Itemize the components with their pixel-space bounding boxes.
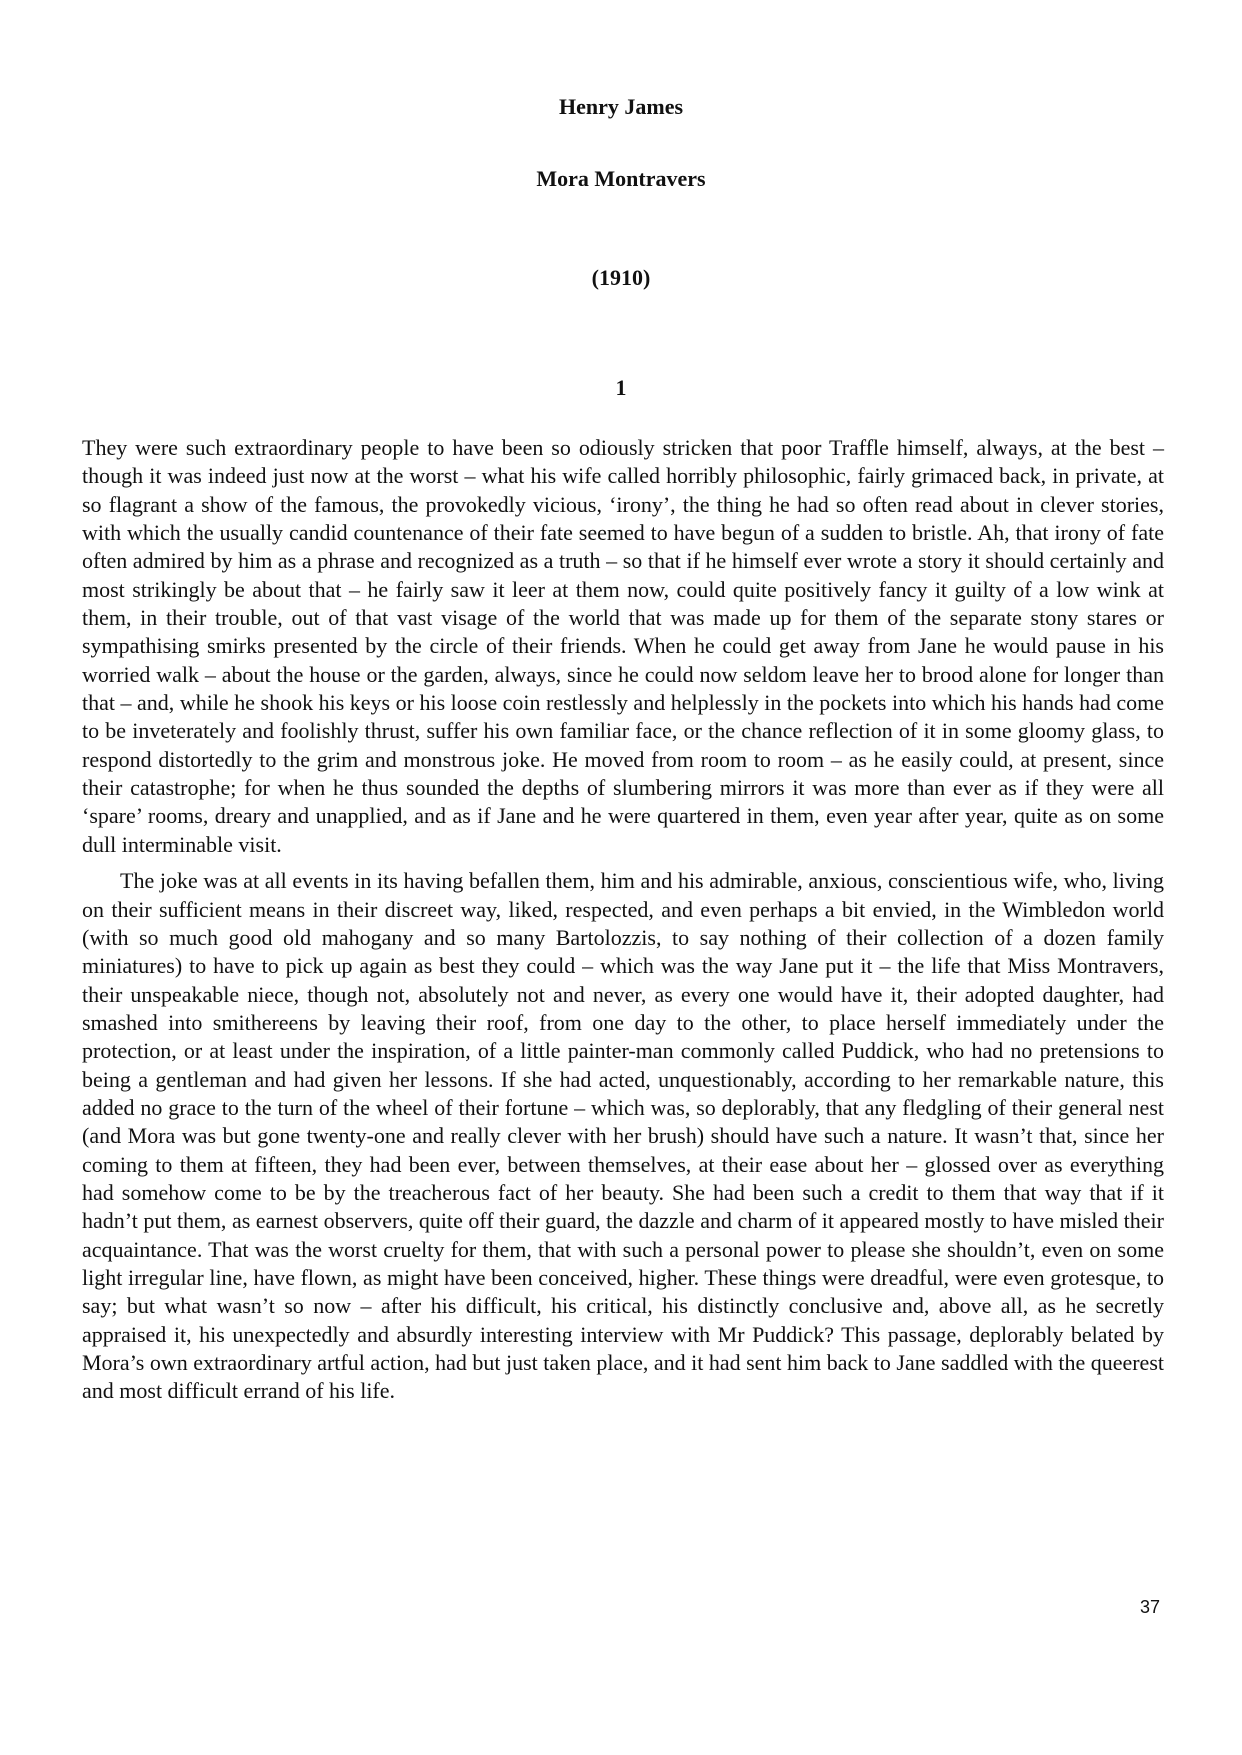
- author-heading: Henry James: [558, 94, 684, 119]
- paragraph-2: The joke was at all events in its having befallen them, him and his admirable, anxious, conscientious wife, who, living on their sufficient means in their discreet way, liked, respected, and even perhaps a bit envied, in the Wimbledon world (with so much good old mahogany and so many Bartolozzis, to say nothing of their collection of a dozen family miniatures) to have to pick up again as best they could – which was the way Jane put it – the life that Miss Montravers, their unspeakable niece, though not, absolutely not and never, as every one would have it, their adopted daughter, had smashed into smithereens by leaving their roof, from one day to the other, to place herself immediately under the protection, or at least under the inspiration, of a little painter-man commonly called Puddick, who had no pretensions to being a gentleman and had given her lessons. If she had acted, unquestionably, according to her remarkable nature, this added no grace to the turn of the wheel of their fortune – which was, so deplorably, that any fledgling of their general nest (and Mora was but gone twenty-one and really clever with her brush) should have such a nature. It wasn’t that, since her coming to them at fifteen, they had been ever, between themselves, at their ease about her – glossed over as everything had somehow come to be by the treacherous fact of her beauty. She had been such a credit to them that way that if it hadn’t put them, as earnest observers, quite off their guard, the dazzle and charm of it appeared mostly to have misled their acquaintance. That was the worst cruelty for them, that with such a personal power to please she shouldn’t, even on some light irregular line, have flown, as might have been conceived, higher. These things were dreadful, were even grotesque, to say; but what wasn’t so now – after his difficult, his critical, his distinctly conclusive and, above all, as he secretly appraised it, his unexpectedly and absurdly interesting interview with Mr Puddick? This passage, deplorably belated by Mora’s own extraordinary artful action, had but just taken place, and it had sent him back to Jane saddled with the queerest and most difficult errand of his life.: [82, 868, 1164, 1404]
- paragraph-1: They were such extraordinary people to have been so odiously stricken that poor Traffle himself, always, at the best – though it was indeed just now at the worst – what his wife called horribly philosophic, fairly grimaced back, in private, at so flagrant a show of the famous, the provokedly vicious, ‘irony’, the thing he had so often read about in clever stories, with which the usually candid countenance of their fate seemed to have begun of a sudden to bristle. Ah, that irony of fate often admired by him as a phrase and recognized as a truth – so that if he himself ever wrote a story it should certainly and most strikingly be about that – he fairly saw it leer at them now, could quite positively fancy it guilty of a low wink at them, in their trouble, out of that vast visage of the world that was made up for them of the separate stony stares or sympathising smirks presented by the circle of their friends. When he could get away from Jane he would pause in his worried walk – about the house or the garden, always, since he could now seldom leave her to brood alone for longer than that – and, while he shook his keys or his loose coin restlessly and helplessly in the pockets into which his hands had come to be inveterately and foolishly thrust, suffer his own familiar face, or the chance reflection of it in some gloomy glass, to respond distortedly to the grim and monstrous joke. He moved from room to room – as he easily could, at present, since their catastrophe; for when he thus sounded the depths of slumbering mirrors it was more than ever as if they were all ‘spare’ rooms, dreary and unapplied, and as if Jane and he were quartered in them, even year after year, quite as on some dull interminable visit.: [82, 435, 1164, 857]
- chapter-number: 1: [615, 375, 627, 400]
- story-body: [82, 434, 1164, 1406]
- publication-year: (1910): [591, 265, 651, 290]
- story-title: Mora Montravers: [536, 166, 706, 191]
- page-number: 37: [1139, 1597, 1160, 1617]
